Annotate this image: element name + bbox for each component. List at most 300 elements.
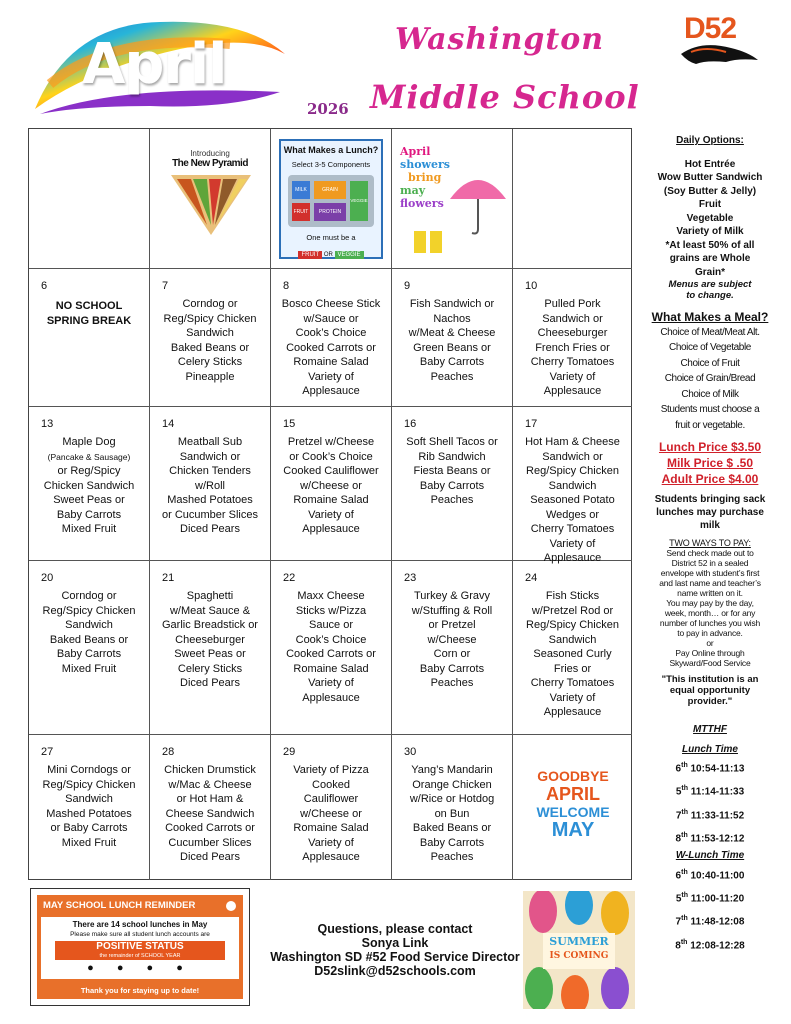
menu-line: Mashed Potatoes — [167, 494, 253, 506]
rain-boots-icon — [410, 231, 450, 257]
grade: 8 — [675, 940, 681, 952]
menu-line: Fish Sticks — [545, 590, 600, 602]
time-range: 11:48-12:08 — [687, 916, 745, 928]
meal-line: Students must choose a — [660, 404, 760, 415]
time-range: 12:08-12:28 — [687, 940, 745, 952]
tray-grain: GRAIN — [314, 181, 346, 199]
menu-line: w/Sauce or — [303, 312, 359, 325]
lunch-poster — [279, 139, 383, 259]
prices-line: Adult Price $4.00 — [661, 472, 759, 486]
day-cell-10 — [513, 269, 632, 407]
w-lunch-time-label: W-Lunch Time — [675, 850, 745, 862]
menu-line: Variety of — [549, 370, 596, 383]
grade-suffix: th — [681, 892, 688, 900]
menu-line: Sandwich or — [179, 450, 241, 463]
menu-line: Cheese Sandwich — [165, 807, 255, 820]
menu-line: w/Meat & Cheese — [408, 327, 496, 339]
menu-line: Rib Sandwich — [418, 450, 486, 463]
menu-line: Mini Corndogs or — [47, 764, 131, 776]
reminder-title: MAY SCHOOL LUNCH REMINDER — [43, 900, 196, 911]
pay-line: envelope with student’s first — [660, 568, 760, 578]
day-cell-14 — [150, 407, 271, 561]
school-name-line1: Washington — [395, 22, 605, 57]
menu-line: Cook’s Choice — [295, 633, 367, 646]
menu-line: w/Cheese or — [300, 807, 362, 820]
day-cell-6 — [29, 269, 150, 407]
menu-line: Reg/Spicy Chicken — [163, 312, 257, 325]
day-cell-9 — [392, 269, 513, 407]
contact-title: Washington SD #52 Food Service Director — [270, 950, 520, 964]
positive-status — [55, 941, 225, 960]
menu-line: Corndog or — [182, 298, 238, 310]
menu-line: w/Rice or Hotdog — [409, 793, 495, 805]
meal-line: Choice of Fruit — [680, 357, 740, 369]
grade-suffix: th — [681, 762, 688, 769]
menu-line: w/Mac & Cheese — [168, 778, 252, 791]
day-menu — [517, 435, 628, 566]
equal-line: equal opportunity — [669, 685, 751, 696]
time-row — [640, 909, 780, 932]
menu-line: Romaine Salad — [293, 822, 369, 834]
menu-line: Applesauce — [543, 385, 602, 397]
reminder-box — [41, 917, 239, 979]
image-cell-pyramid — [150, 129, 271, 269]
menu-line: (Pancake & Sausage) — [47, 451, 131, 462]
tray-veggie: VEGGIE — [350, 181, 368, 221]
image-cell-empty-2 — [513, 129, 632, 269]
lunch-times-list — [640, 756, 780, 849]
daily-line: Wow Butter Sandwich — [657, 172, 763, 183]
menu-line: Applesauce — [543, 552, 602, 564]
menu-line: Chicken Sandwich — [43, 479, 135, 492]
pay-line: and last name and teacher’s — [659, 578, 761, 588]
menu-line: Sandwich — [186, 327, 234, 339]
menu-line: Peaches — [430, 494, 474, 506]
day-number: 24 — [525, 572, 538, 584]
menu-line: Hot Ham & Cheese — [525, 436, 620, 448]
day-number: 14 — [162, 418, 175, 430]
positive-status-label: POSITIVE STATUS — [96, 941, 184, 952]
equal-opportunity — [640, 674, 780, 707]
day-cell-16 — [392, 407, 513, 561]
day-menu — [396, 297, 508, 384]
menu-line: Meatball Sub — [177, 436, 243, 448]
day-number: 7 — [162, 280, 169, 292]
day-number: 21 — [162, 572, 175, 584]
daily-line: (Soy Butter & Jelly) — [663, 185, 757, 197]
april-logo — [30, 14, 290, 119]
menu-line: Sandwich — [65, 793, 113, 805]
menu-line: Applesauce — [543, 706, 602, 718]
menu-line: Diced Pears — [180, 851, 240, 863]
menu-line: Reg/Spicy Chicken — [42, 778, 136, 791]
reminder-thanks: Thank you for staying up to date! — [80, 986, 200, 995]
day-number: 27 — [41, 746, 54, 758]
district-logo — [676, 12, 761, 67]
menu-line: Sauce or — [308, 619, 354, 631]
menu-line: Variety of — [308, 508, 354, 521]
day-cell-20 — [29, 561, 150, 735]
goodbye-april-welcome-may — [533, 767, 613, 839]
mtthf-label: MTTHF — [693, 724, 727, 735]
menu-line: Cook’s Choice — [295, 327, 367, 339]
school-name-line2: Middle School — [370, 78, 640, 116]
menu-line: Mashed Potatoes — [46, 807, 132, 820]
reminder-line2: Please make sure all student lunch accounts are — [70, 931, 210, 938]
day-number: 17 — [525, 418, 538, 430]
menu-line: w/Cheese — [427, 633, 477, 646]
summer-text — [543, 933, 615, 969]
day-menu — [33, 589, 145, 676]
day-menu — [517, 297, 628, 399]
equal-line: "This institution is an — [661, 674, 759, 685]
time-row — [640, 803, 780, 826]
grade-suffix: th — [680, 938, 688, 946]
grade: 5 — [675, 786, 682, 798]
meal-line: fruit or vegetable. — [675, 419, 745, 431]
day-cell-30 — [392, 735, 513, 880]
menu-line: Sandwich — [548, 479, 597, 492]
menu-line: Sandwich or — [542, 312, 603, 325]
day-cell-23 — [392, 561, 513, 735]
meal-line: Choice of Milk — [681, 388, 739, 400]
paw-prints-icon: ● ● ● ● — [87, 962, 193, 974]
menu-line: Cheeseburger — [175, 633, 245, 646]
menu-line: Peaches — [430, 677, 474, 689]
menu-line: Cooked Carrots or — [286, 648, 376, 660]
menu-line: Spaghetti — [186, 590, 234, 602]
day-cell-21 — [150, 561, 271, 735]
menu-line: Sandwich — [65, 619, 113, 631]
menu-line: Baby Carrots — [419, 356, 485, 368]
day-number: 8 — [283, 280, 290, 292]
menu-line: Pulled Pork — [544, 298, 601, 310]
menu-line: Celery Sticks — [177, 356, 243, 368]
day-cell-27 — [29, 735, 150, 880]
what-makes-meal-title: What Makes a Meal? — [651, 310, 769, 324]
image-cell-showers — [392, 129, 513, 269]
grade: 6 — [675, 870, 682, 882]
menu-line: Fish Sandwich or — [409, 298, 495, 310]
grade: 6 — [675, 763, 682, 775]
menu-line: Yang’s Mandarin — [411, 764, 493, 776]
sack-lunch-note — [640, 493, 780, 532]
meal-line: Choice of Meat/Meat Alt. — [660, 326, 760, 338]
menu-line: Cheeseburger — [537, 327, 608, 339]
menu-line: Chicken Drumstick — [164, 764, 256, 776]
menu-line: Pineapple — [185, 370, 235, 383]
day-number: 13 — [41, 418, 54, 430]
menu-line: Variety of — [549, 537, 596, 550]
may-word: MAY — [551, 819, 595, 841]
grade-suffix: th — [681, 868, 688, 876]
reminder-line1: There are 14 school lunches in May — [72, 920, 208, 929]
menu-line: Romaine Salad — [293, 356, 369, 368]
daily-line: grains are Whole — [669, 253, 751, 264]
menu-line: Variety of Pizza — [293, 764, 369, 776]
menu-line: Seasoned Potato — [530, 494, 615, 506]
menu-line: Baby Carrots — [56, 508, 122, 521]
menu-line: Fiesta Beans or — [413, 465, 491, 477]
apple-icon — [225, 899, 237, 911]
pyramid-caption2: The New Pyramid — [172, 158, 248, 169]
day-menu — [33, 299, 145, 328]
menu-line: w/Meat Sauce & — [169, 604, 251, 617]
subject-line-1: Menus are subject — [668, 279, 752, 290]
menu-line: w/Roll — [195, 479, 225, 492]
menu-line: Cherry Tomatoes — [530, 523, 615, 535]
day-menu — [154, 763, 266, 865]
menu-line: Cooked Cauliflower — [283, 465, 379, 477]
day-menu — [33, 763, 145, 850]
menu-line: or Hot Ham & — [176, 793, 244, 805]
pay-line: Skyward/Food Service — [669, 658, 751, 668]
april-word-2: APRIL — [546, 784, 600, 804]
menu-line: Applesauce — [302, 523, 360, 535]
showers-word-1: April — [400, 145, 431, 158]
pay-line: to pay in advance. — [677, 628, 743, 638]
menu-line: Sandwich or — [542, 450, 603, 463]
grade: 7 — [675, 916, 682, 928]
pyramid-caption1: Introducing — [190, 149, 230, 158]
year: 2026 — [307, 100, 349, 118]
may-lunch-reminder — [30, 888, 250, 1006]
menu-line: Nachos — [433, 312, 471, 325]
pay-info — [640, 548, 780, 668]
menu-line: Baby Carrots — [419, 479, 485, 492]
contact-info — [270, 922, 520, 978]
day-menu — [33, 435, 145, 537]
lunch-choice — [281, 248, 381, 263]
menu-line: Baby Carrots — [419, 662, 485, 675]
pay-line: or — [706, 638, 714, 648]
image-cell-empty-1 — [29, 129, 150, 269]
menu-line: or Reg/Spicy — [57, 465, 121, 477]
time-row — [640, 933, 780, 956]
sack-line: lunches may purchase — [656, 507, 764, 518]
menu-line: Applesauce — [302, 851, 360, 863]
is-coming-words: IS COMING — [549, 951, 609, 961]
day-number: 9 — [404, 280, 411, 292]
daily-line: Grain* — [694, 266, 725, 278]
day-number: 30 — [404, 746, 417, 758]
menu-line: or Cook’s Choice — [289, 450, 373, 463]
day-menu — [275, 589, 387, 705]
summer-word: SUMMER — [549, 935, 609, 948]
lunch-must: One must be a — [306, 233, 356, 242]
day-cell-7 — [150, 269, 271, 407]
pay-line: name written on it. — [677, 588, 743, 598]
w-lunch-times-list — [640, 863, 780, 956]
day-menu — [275, 763, 387, 865]
day-cell-8 — [271, 269, 392, 407]
summer-is-coming-image — [523, 891, 635, 1009]
day-menu — [275, 435, 387, 537]
grade-suffix: th — [681, 831, 688, 839]
menu-line: Mixed Fruit — [61, 836, 117, 849]
umbrella-icon — [448, 169, 508, 239]
menu-line: w/Pretzel Rod or — [531, 604, 614, 617]
day-cell-29 — [271, 735, 392, 880]
daily-line: Hot Entrée — [684, 158, 736, 170]
grade: 8 — [675, 833, 682, 845]
day-number: 15 — [283, 418, 296, 430]
grade: 5 — [675, 893, 682, 905]
menu-line: Cooked Carrots or — [165, 822, 255, 834]
grade-suffix: th — [681, 808, 688, 816]
menu-line: Peaches — [430, 370, 474, 383]
choice-fruit: FRUIT — [298, 251, 322, 259]
lunch-poster-title: What Makes a Lunch? — [283, 145, 379, 155]
menu-line: Maple Dog — [62, 436, 116, 448]
day-menu — [517, 589, 628, 720]
menu-line: w/Cheese or — [300, 479, 362, 492]
equal-line: provider." — [687, 696, 733, 707]
time-range: 10:40-11:00 — [687, 870, 745, 882]
day-number: 28 — [162, 746, 175, 758]
menu-line: Orange Chicken — [412, 778, 492, 791]
daily-line: Fruit — [698, 199, 722, 210]
welcome-word: WELCOME — [536, 804, 610, 820]
menu-line: Mixed Fruit — [61, 662, 117, 675]
menu-line: Baby Carrots — [56, 648, 122, 660]
day-menu — [154, 435, 266, 537]
menu-line: Applesauce — [302, 385, 360, 397]
meal-items — [640, 325, 780, 434]
menu-line: Baby Carrots — [419, 836, 485, 849]
meal-line: Choice of Vegetable — [669, 342, 751, 353]
menu-line: Cooked Carrots or — [286, 341, 376, 354]
showers-word-4: may — [400, 184, 426, 197]
menu-line: Sweet Peas or — [53, 494, 125, 506]
pay-line: Send check made out to — [666, 548, 754, 558]
time-row — [640, 779, 780, 802]
time-range: 11:00-11:20 — [688, 893, 745, 905]
menu-line: Maxx Cheese — [297, 590, 365, 602]
goodbye-word: GOODBYE — [537, 768, 609, 784]
lunch-tray — [288, 175, 374, 227]
pay-line: You may pay by the day, — [666, 598, 754, 608]
daily-options-title: Daily Options: — [676, 135, 744, 146]
menu-line: Mixed Fruit — [61, 523, 117, 535]
pay-title: TWO WAYS TO PAY: — [669, 538, 751, 548]
day-number: 23 — [404, 572, 417, 584]
choice-veggie: VEGGIE — [335, 251, 364, 259]
grade-suffix: th — [681, 915, 688, 923]
menu-line: Variety of — [308, 836, 354, 849]
menu-line: Variety of — [308, 370, 354, 383]
day-menu — [154, 589, 266, 691]
menu-line: NO SCHOOL — [55, 300, 123, 312]
day-number: 20 — [41, 572, 54, 584]
daily-line: *At least 50% of all — [665, 239, 755, 251]
day-number: 29 — [283, 746, 296, 758]
day-number: 10 — [525, 280, 538, 292]
menu-line: Cherry Tomatoes — [530, 677, 615, 689]
day-menu — [396, 763, 508, 865]
prices-line: Milk Price $ .50 — [666, 456, 754, 470]
day-menu — [275, 297, 387, 399]
menu-line: Reg/Spicy Chicken — [526, 465, 619, 477]
day-menu — [396, 589, 508, 691]
sack-line: milk — [699, 520, 720, 531]
menu-line: Green Beans or — [413, 341, 491, 354]
menu-line: Applesauce — [302, 691, 360, 704]
menu-line: Peaches — [430, 851, 474, 863]
menu-line: Corn or — [433, 648, 471, 660]
day-cell-17 — [513, 407, 632, 564]
image-cell-goodbye — [513, 735, 632, 880]
april-word: April — [82, 32, 227, 97]
menu-line: Corndog or — [61, 590, 117, 602]
choice-or: OR — [323, 251, 333, 258]
contact-line-1: Questions, please contact — [317, 922, 473, 936]
lunch-poster-sub: Select 3-5 Components — [291, 159, 371, 169]
menu-line: Soft Shell Tacos or — [406, 436, 498, 448]
menu-line: Turkey & Gravy — [414, 590, 490, 602]
day-cell-13 — [29, 407, 150, 561]
menu-line: Sandwich — [548, 633, 597, 646]
menu-line: Chicken Tenders — [169, 465, 251, 477]
menu-line: Baked Beans or — [412, 822, 492, 834]
menu-line: Wedges or — [546, 508, 599, 521]
food-pyramid-icon — [171, 173, 251, 235]
menu-line: Cherry Tomatoes — [530, 356, 615, 368]
time-row — [640, 886, 780, 909]
subject-note — [640, 279, 780, 301]
subject-line-2: to change. — [686, 290, 734, 301]
menu-line: French Fries or — [535, 341, 610, 354]
menu-line: Variety of — [549, 691, 596, 704]
tray-milk: MILK — [292, 181, 310, 199]
menu-line: Sweet Peas or — [174, 648, 246, 660]
lunch-time-label: Lunch Time — [682, 743, 738, 755]
contact-email[interactable]: D52slink@d52schools.com — [314, 964, 476, 978]
menu-line: Cucumber Slices — [168, 836, 252, 849]
sidebar — [640, 134, 780, 956]
time-row — [640, 826, 780, 849]
day-cell-15 — [271, 407, 392, 561]
pay-line: Pay Online through — [675, 648, 745, 658]
image-cell-lunch — [271, 129, 392, 269]
menu-line: Reg/Spicy Chicken — [526, 619, 619, 631]
contact-name: Sonya Link — [361, 936, 429, 950]
time-range: 11:14-11:33 — [688, 786, 745, 798]
daily-line: Vegetable — [686, 212, 734, 224]
time-row — [640, 863, 780, 886]
menu-line: SPRING BREAK — [46, 314, 132, 327]
menu-line: Sticks w/Pizza — [295, 604, 367, 617]
day-number: 6 — [41, 280, 48, 292]
time-range: 11:53-12:12 — [687, 833, 745, 845]
district-logo-text: D52 — [684, 12, 737, 45]
prices-line: Lunch Price $3.50 — [658, 440, 762, 454]
menu-line: on Bun — [434, 807, 470, 820]
tray-protein: PROTEIN — [314, 203, 346, 221]
time-row — [640, 756, 780, 779]
menu-line: Romaine Salad — [293, 494, 369, 506]
time-range: 10:54-11:13 — [687, 763, 745, 775]
tray-fruit: FRUIT — [292, 203, 310, 221]
grade-suffix: th — [681, 785, 688, 793]
menu-line: Cauliflower — [303, 793, 359, 805]
menu-line: Pretzel w/Cheese — [287, 436, 375, 448]
menu-line: Fries or — [553, 662, 592, 675]
showers-word-2: showers — [400, 158, 450, 171]
menu-line: Diced Pears — [180, 523, 240, 535]
menu-line: or Cucumber Slices — [162, 508, 258, 521]
showers-word-5: flowers — [400, 197, 444, 210]
